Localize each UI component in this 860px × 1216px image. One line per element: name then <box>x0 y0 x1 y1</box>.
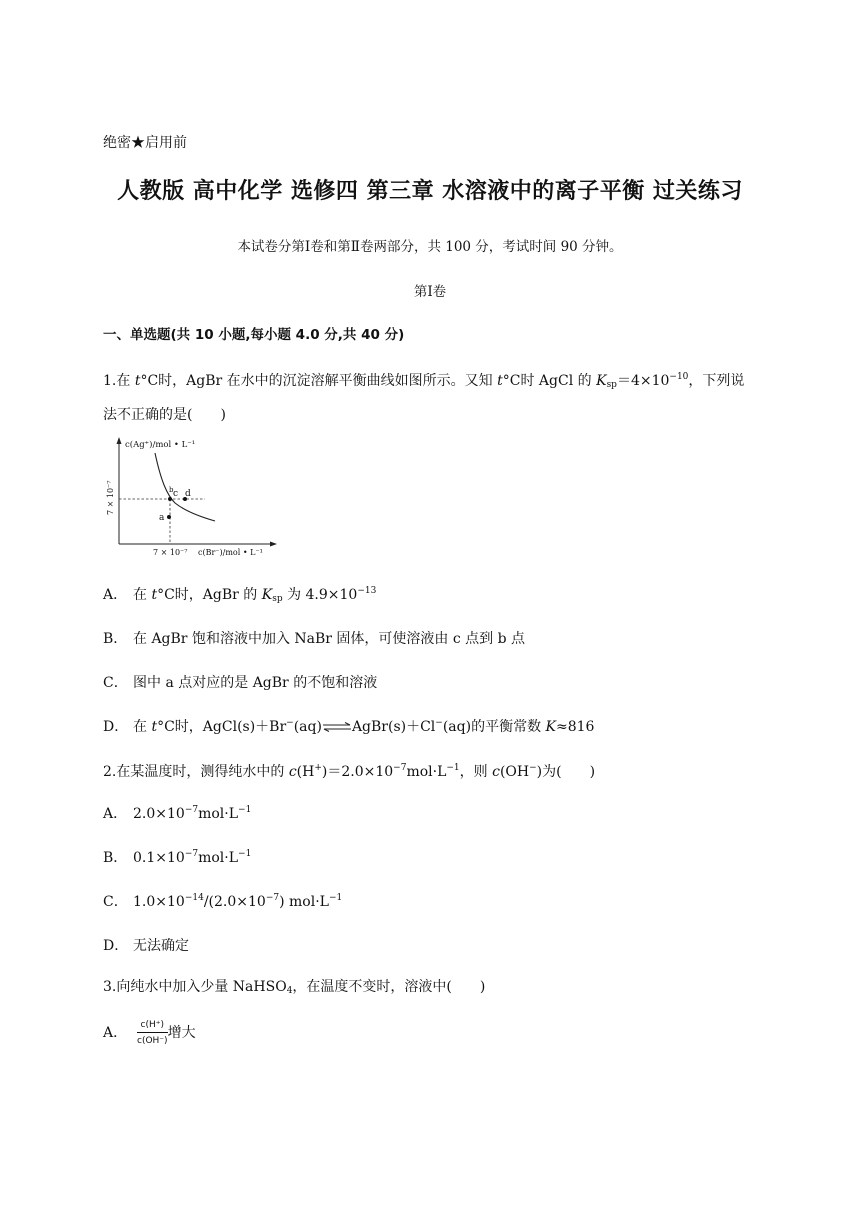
question-1-option-a[interactable]: A． 在 t°C时，AgBr 的 $K_{sp}$ 为 $4.9\times 10^{-13}$ <box>103 586 377 604</box>
question-1-option-c[interactable]: C． 图中 a 点对应的是 AgBr 的不饱和溶液 <box>103 675 378 691</box>
solubility-curve-graph <box>103 433 283 561</box>
question-2-option-a[interactable]: A． $2.0\times 10^{-7}mol\cdot L^{-1}$ <box>103 805 252 822</box>
y-axis-label: c(Ag⁺)/mol • L⁻¹ <box>125 440 196 450</box>
secret-label: 绝密★启用前 <box>103 135 187 151</box>
point-d-label: d <box>185 489 191 499</box>
point-c <box>168 497 172 501</box>
y-tick-label: 7 × 10⁻⁷ <box>106 480 115 515</box>
point-c-label: c <box>173 489 179 499</box>
question-1-option-d[interactable]: D． 在 t°C时，AgCl(s)＋Br−(aq) AgBr(s)＋Cl−(aq)的平衡常数 K≈816 <box>103 718 595 735</box>
question-2-option-d[interactable]: D． 无法确定 <box>103 938 189 954</box>
question-3-text: 3.向纯水中加入少量 NaHSO$_4$，在温度不变时，溶液中( ) <box>103 979 486 996</box>
question-3-option-a[interactable]: A． $\frac{c(H^+)}{c(OH^-)}$ 增大 <box>103 1020 196 1046</box>
question-2-text: 2.在某温度时，测得纯水中的 $c(H^+)=2.0\times 10^{-7}mol\cdot L^{-1}$，则 c(OH−)为( ) <box>103 763 596 780</box>
equilibrium-arrow-icon <box>322 722 352 732</box>
section-title: 一、单选题(共 10 小题,每小题 4.0 分,共 40 分) <box>103 327 405 343</box>
question-1-text: 1.在 t°C时，AgBr 在水中的沉淀溶解平衡曲线如图所示。又知 t°C时 AgCl 的 $K_{sp}=4\times 10^{-10}$，下列说 法不正确的是( ) <box>103 372 745 423</box>
question-2-option-b[interactable]: B． $0.1\times 10^{-7}mol\cdot L^{-1}$ <box>103 849 252 866</box>
x-tick-label: 7 × 10⁻⁷ <box>153 548 188 557</box>
solubility-curve <box>155 453 215 521</box>
point-a-label: a <box>159 513 165 523</box>
point-a <box>167 515 171 519</box>
question-2-option-c[interactable]: C． $1.0\times 10^{-14}/(2.0\times 10^{-7})$ $mol\cdot L^{-1}$ <box>103 893 343 910</box>
volume-label: 第Ⅰ卷 <box>413 284 447 300</box>
fraction-expression: $\frac{c(H^+)}{c(OH^-)}$ <box>137 1020 168 1046</box>
x-axis-label: c(Br⁻)/mol • L⁻¹ <box>198 548 263 557</box>
exam-instructions: 本试卷分第Ⅰ卷和第Ⅱ卷两部分，共 100 分，考试时间 90 分钟。 <box>237 239 623 255</box>
point-b-label: b <box>169 486 174 494</box>
question-1-option-b[interactable]: B． 在 AgBr 饱和溶液中加入 NaBr 固体，可使溶液由 c 点到 b 点 <box>103 631 526 647</box>
page-title: 人教版 高中化学 选修四 第三章 水溶液中的离子平衡 过关练习 <box>117 179 743 204</box>
